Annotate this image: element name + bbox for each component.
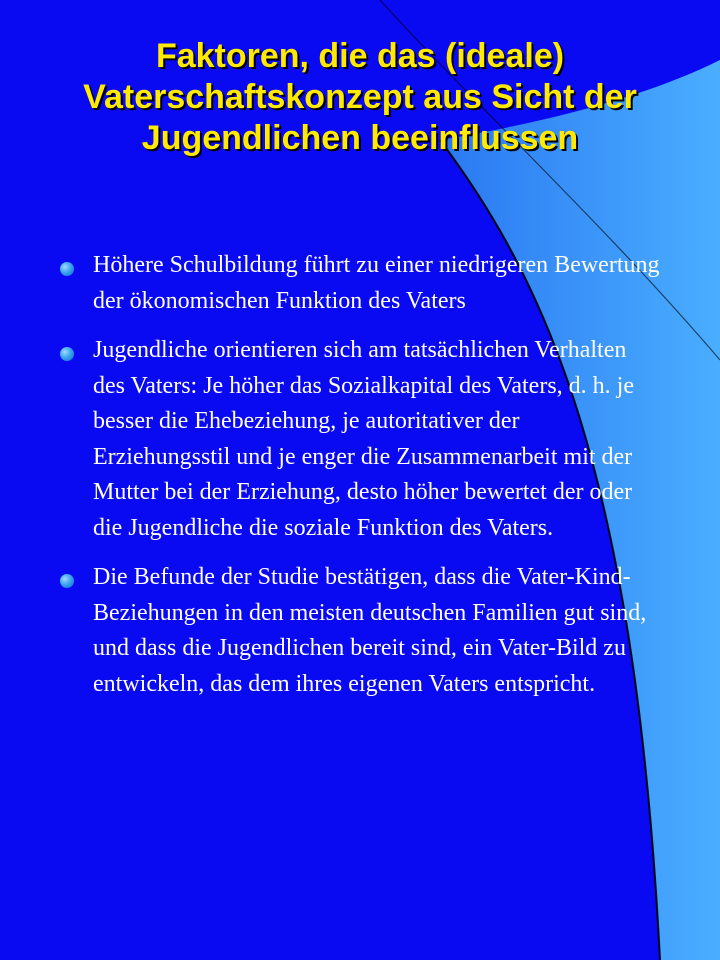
round-bullet-icon — [60, 262, 74, 276]
bullet-text: Höhere Schulbildung führt zu einer niedrigeren Bewertung der ökonomischen Funktion des Vaters — [93, 252, 660, 314]
round-bullet-icon — [60, 347, 74, 361]
bullet-item — [60, 248, 660, 319]
bullet-item — [60, 333, 660, 546]
bullet-list — [60, 248, 660, 716]
bullet-text: Die Befunde der Studie bestätigen, dass die Vater-Kind-Beziehungen in den meisten deutschen Familien gut sind, und dass die Jugendlichen bereit sind, ein Vater-Bild zu entwickeln, das dem ihres eigenen Vaters entspricht. — [93, 564, 647, 697]
bullet-item — [60, 560, 660, 702]
bullet-text: Jugendliche orientieren sich am tatsächlichen Verhalten des Vaters: Je höher das Sozialkapital des Vaters, d. h. je besser die Ehebeziehung, je autoritativer der Erziehungsstil und je enger die Zusammenarbeit mit der Mutter bei der Erziehung, desto höher bewertet der oder die Jugendliche die soziale Funktion des Vaters. — [93, 337, 634, 541]
round-bullet-icon — [60, 574, 74, 588]
slide-title: Faktoren, die das (ideale) Vaterschaftskonzept aus Sicht der Jugendlichen beeinflussen — [83, 37, 637, 157]
